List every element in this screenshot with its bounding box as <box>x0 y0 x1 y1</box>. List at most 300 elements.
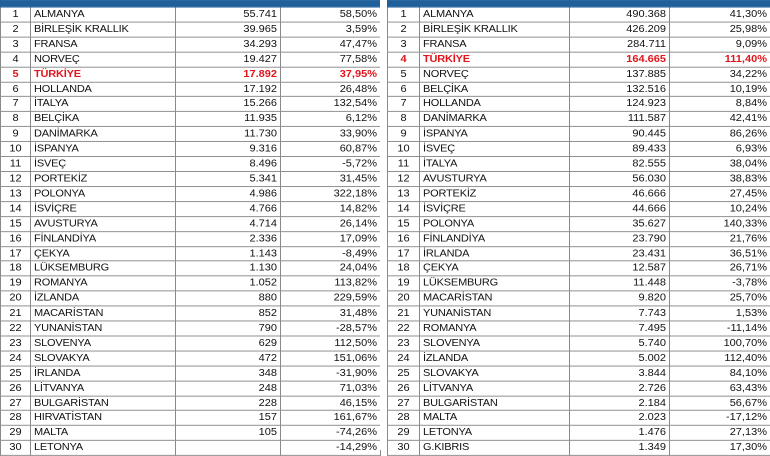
value-cell: 56.030 <box>570 171 670 186</box>
country-cell: YUNANİSTAN <box>31 321 176 336</box>
table-row <box>1 336 381 351</box>
change-percent-cell: -17,12% <box>670 411 770 426</box>
table-row <box>1 381 381 396</box>
change-percent-cell: 112,40% <box>670 351 770 366</box>
table-row <box>388 276 770 291</box>
rank-cell: 19 <box>388 276 420 291</box>
value-cell: 2.336 <box>176 231 281 246</box>
change-percent-cell: 37,95% <box>281 67 381 82</box>
table-row <box>388 291 770 306</box>
value-cell: 1.349 <box>570 441 670 456</box>
change-percent-cell: 14,82% <box>281 201 381 216</box>
rank-cell: 22 <box>388 321 420 336</box>
table-row <box>1 321 381 336</box>
country-cell: LÜKSEMBURG <box>420 276 570 291</box>
rank-cell: 16 <box>388 231 420 246</box>
value-cell: 228 <box>176 396 281 411</box>
change-percent-cell: 229,59% <box>281 291 381 306</box>
value-cell: 9.820 <box>570 291 670 306</box>
country-cell: İTALYA <box>420 157 570 172</box>
value-cell: 157 <box>176 411 281 426</box>
change-percent-cell: 56,67% <box>670 396 770 411</box>
table-row <box>1 441 381 456</box>
change-percent-cell: 112,50% <box>281 336 381 351</box>
change-percent-cell: 26,71% <box>670 261 770 276</box>
table-row <box>388 37 770 52</box>
rank-cell: 20 <box>388 291 420 306</box>
country-cell: İZLANDA <box>420 351 570 366</box>
value-cell: 90.445 <box>570 127 670 142</box>
change-percent-cell: 9,09% <box>670 37 770 52</box>
value-cell: 46.666 <box>570 186 670 201</box>
country-cell: MALTA <box>420 411 570 426</box>
value-cell: 1.052 <box>176 276 281 291</box>
change-percent-cell: 27,45% <box>670 186 770 201</box>
country-cell: SLOVENYA <box>420 336 570 351</box>
value-cell: 2.184 <box>570 396 670 411</box>
value-cell: 4.766 <box>176 201 281 216</box>
change-percent-cell: 84,10% <box>670 366 770 381</box>
value-cell: 8.496 <box>176 157 281 172</box>
country-cell: İSVİÇRE <box>420 201 570 216</box>
rank-cell: 19 <box>1 276 31 291</box>
country-cell: LÜKSEMBURG <box>31 261 176 276</box>
table-row <box>388 381 770 396</box>
value-cell: 4.714 <box>176 216 281 231</box>
table-row <box>388 201 770 216</box>
rank-cell: 21 <box>388 306 420 321</box>
rank-cell: 9 <box>388 127 420 142</box>
country-cell: BELÇİKA <box>420 82 570 97</box>
table-row <box>1 157 381 172</box>
country-cell: İRLANDA <box>420 246 570 261</box>
table-row <box>1 216 381 231</box>
change-percent-cell: 38,04% <box>670 157 770 172</box>
country-cell: İSVEÇ <box>420 142 570 157</box>
change-percent-cell: 8,84% <box>670 97 770 112</box>
country-cell: AVUSTURYA <box>420 171 570 186</box>
change-percent-cell: -3,78% <box>670 276 770 291</box>
table-row <box>1 276 381 291</box>
country-cell: İSPANYA <box>31 142 176 157</box>
value-cell: 284.711 <box>570 37 670 52</box>
rank-cell: 28 <box>388 411 420 426</box>
country-cell: PORTEKİZ <box>420 186 570 201</box>
country-cell: G.KIBRIS <box>420 441 570 456</box>
country-cell: DANİMARKA <box>31 127 176 142</box>
change-percent-cell: 6,12% <box>281 112 381 127</box>
change-percent-cell: 38,83% <box>670 171 770 186</box>
change-percent-cell: 41,30% <box>670 7 770 22</box>
value-cell: 89.433 <box>570 142 670 157</box>
value-cell: 15.266 <box>176 97 281 112</box>
table-row <box>1 142 381 157</box>
rank-cell: 10 <box>388 142 420 157</box>
rank-cell: 27 <box>1 396 31 411</box>
country-cell: TÜRKİYE <box>420 52 570 67</box>
country-cell: MALTA <box>31 426 176 441</box>
rank-cell: 25 <box>1 366 31 381</box>
rank-cell: 9 <box>1 127 31 142</box>
value-cell: 790 <box>176 321 281 336</box>
value-cell: 1.130 <box>176 261 281 276</box>
country-cell: İTALYA <box>31 97 176 112</box>
value-cell: 1.143 <box>176 246 281 261</box>
change-percent-cell: 33,90% <box>281 127 381 142</box>
table-row <box>1 306 381 321</box>
country-cell: SLOVAKYA <box>31 351 176 366</box>
value-cell: 44.666 <box>570 201 670 216</box>
table-row <box>388 97 770 112</box>
change-percent-cell: 111,40% <box>670 52 770 67</box>
country-cell: HOLLANDA <box>31 82 176 97</box>
change-percent-cell: -8,49% <box>281 246 381 261</box>
table-row <box>388 22 770 37</box>
change-percent-cell: 24,04% <box>281 261 381 276</box>
change-percent-cell: 36,51% <box>670 246 770 261</box>
country-cell: ROMANYA <box>31 276 176 291</box>
value-cell: 2.023 <box>570 411 670 426</box>
rank-cell: 3 <box>388 37 420 52</box>
value-cell: 55.741 <box>176 7 281 22</box>
rank-cell: 11 <box>1 157 31 172</box>
country-cell: FRANSA <box>420 37 570 52</box>
value-cell: 17.192 <box>176 82 281 97</box>
rank-cell: 14 <box>388 201 420 216</box>
table-row <box>388 127 770 142</box>
country-cell: MACARİSTAN <box>420 291 570 306</box>
rank-cell: 24 <box>1 351 31 366</box>
rank-cell: 22 <box>1 321 31 336</box>
rank-cell: 18 <box>388 261 420 276</box>
rank-cell: 8 <box>388 112 420 127</box>
table-row <box>388 351 770 366</box>
rank-cell: 29 <box>388 426 420 441</box>
right-table-header-bar <box>388 0 770 7</box>
change-percent-cell: 34,22% <box>670 67 770 82</box>
rank-cell: 16 <box>1 231 31 246</box>
value-cell: 472 <box>176 351 281 366</box>
table-row <box>388 321 770 336</box>
rank-cell: 4 <box>388 52 420 67</box>
change-percent-cell: 77,58% <box>281 52 381 67</box>
country-cell: İSVİÇRE <box>31 201 176 216</box>
country-cell: İRLANDA <box>31 366 176 381</box>
change-percent-cell: 140,33% <box>670 216 770 231</box>
table-row <box>388 157 770 172</box>
table-row <box>388 336 770 351</box>
value-cell: 2.726 <box>570 381 670 396</box>
change-percent-cell: 58,50% <box>281 7 381 22</box>
rank-cell: 12 <box>1 171 31 186</box>
rank-cell: 30 <box>388 441 420 456</box>
table-row <box>1 37 381 52</box>
value-cell: 490.368 <box>570 7 670 22</box>
value-cell: 124.923 <box>570 97 670 112</box>
rank-cell: 28 <box>1 411 31 426</box>
table-row <box>1 411 381 426</box>
table-row <box>388 261 770 276</box>
country-cell: POLONYA <box>420 216 570 231</box>
rank-cell: 1 <box>388 7 420 22</box>
change-percent-cell: 132,54% <box>281 97 381 112</box>
table-row <box>1 22 381 37</box>
country-cell: YUNANİSTAN <box>420 306 570 321</box>
country-cell: BULGARİSTAN <box>420 396 570 411</box>
value-cell: 39.965 <box>176 22 281 37</box>
country-cell: LİTVANYA <box>31 381 176 396</box>
value-cell: 5.002 <box>570 351 670 366</box>
value-cell: 17.892 <box>176 67 281 82</box>
rank-cell: 26 <box>1 381 31 396</box>
country-cell: PORTEKİZ <box>31 171 176 186</box>
rank-cell: 24 <box>388 351 420 366</box>
country-cell: BULGARİSTAN <box>31 396 176 411</box>
table-row <box>1 261 381 276</box>
country-cell: İSVEÇ <box>31 157 176 172</box>
country-cell: BİRLEŞİK KRALLIK <box>31 22 176 37</box>
change-percent-cell: 161,67% <box>281 411 381 426</box>
rank-cell: 7 <box>388 97 420 112</box>
value-cell: 111.587 <box>570 112 670 127</box>
value-cell: 23.790 <box>570 231 670 246</box>
value-cell: 426.209 <box>570 22 670 37</box>
change-percent-cell: -11,14% <box>670 321 770 336</box>
table-row <box>1 127 381 142</box>
change-percent-cell: 26,48% <box>281 82 381 97</box>
country-cell: AVUSTURYA <box>31 216 176 231</box>
value-cell: 35.627 <box>570 216 670 231</box>
left-table-body <box>1 0 381 455</box>
rank-cell: 15 <box>388 216 420 231</box>
table-separator <box>380 0 387 450</box>
country-cell: POLONYA <box>31 186 176 201</box>
value-cell: 5.740 <box>570 336 670 351</box>
change-percent-cell: 63,43% <box>670 381 770 396</box>
rank-cell: 23 <box>1 336 31 351</box>
value-cell: 11.730 <box>176 127 281 142</box>
value-cell: 11.935 <box>176 112 281 127</box>
rank-cell: 5 <box>1 67 31 82</box>
value-cell: 7.495 <box>570 321 670 336</box>
country-cell: İZLANDA <box>31 291 176 306</box>
country-cell: SLOVENYA <box>31 336 176 351</box>
country-cell: LİTVANYA <box>420 381 570 396</box>
change-percent-cell: -28,57% <box>281 321 381 336</box>
value-cell: 852 <box>176 306 281 321</box>
country-cell: NORVEÇ <box>31 52 176 67</box>
rank-cell: 14 <box>1 201 31 216</box>
country-cell: FİNLANDİYA <box>420 231 570 246</box>
right-table-body <box>388 0 770 455</box>
country-cell: HIRVATİSTAN <box>31 411 176 426</box>
country-cell: ALMANYA <box>31 7 176 22</box>
rank-cell: 6 <box>1 82 31 97</box>
country-cell: ÇEKYA <box>420 261 570 276</box>
rank-cell: 10 <box>1 142 31 157</box>
change-percent-cell: 1,53% <box>670 306 770 321</box>
rank-cell: 12 <box>388 171 420 186</box>
country-cell: LETONYA <box>31 441 176 456</box>
value-cell: 23.431 <box>570 246 670 261</box>
change-percent-cell: 25,70% <box>670 291 770 306</box>
country-cell: TÜRKİYE <box>31 67 176 82</box>
change-percent-cell: 113,82% <box>281 276 381 291</box>
table-row <box>1 67 381 82</box>
table-row <box>1 291 381 306</box>
table-row <box>388 112 770 127</box>
table-row <box>1 171 381 186</box>
value-cell: 7.743 <box>570 306 670 321</box>
change-percent-cell: 100,70% <box>670 336 770 351</box>
table-row <box>1 112 381 127</box>
value-cell: 880 <box>176 291 281 306</box>
rank-cell: 2 <box>1 22 31 37</box>
rank-cell: 23 <box>388 336 420 351</box>
change-percent-cell: 71,03% <box>281 381 381 396</box>
change-percent-cell: 27,13% <box>670 426 770 441</box>
value-cell: 34.293 <box>176 37 281 52</box>
country-cell: NORVEÇ <box>420 67 570 82</box>
rank-cell: 25 <box>388 366 420 381</box>
change-percent-cell: 86,26% <box>670 127 770 142</box>
country-cell: İSPANYA <box>420 127 570 142</box>
rank-cell: 13 <box>1 186 31 201</box>
rank-cell: 11 <box>388 157 420 172</box>
change-percent-cell: 25,98% <box>670 22 770 37</box>
rank-cell: 26 <box>388 381 420 396</box>
change-percent-cell: 3,59% <box>281 22 381 37</box>
table-row <box>1 231 381 246</box>
table-row <box>1 246 381 261</box>
table-row <box>388 216 770 231</box>
table-row <box>388 441 770 456</box>
left-ranking-table <box>0 0 381 456</box>
table-row <box>1 97 381 112</box>
table-row <box>388 231 770 246</box>
country-cell: DANİMARKA <box>420 112 570 127</box>
rank-cell: 15 <box>1 216 31 231</box>
rank-cell: 8 <box>1 112 31 127</box>
country-cell: SLOVAKYA <box>420 366 570 381</box>
rank-cell: 18 <box>1 261 31 276</box>
table-row <box>1 7 381 22</box>
change-percent-cell: 31,45% <box>281 171 381 186</box>
change-percent-cell: 31,48% <box>281 306 381 321</box>
value-cell: 132.516 <box>570 82 670 97</box>
country-cell: BELÇİKA <box>31 112 176 127</box>
country-cell: BİRLEŞİK KRALLIK <box>420 22 570 37</box>
value-cell: 12.587 <box>570 261 670 276</box>
left-table-header-bar <box>1 0 381 7</box>
rank-cell: 20 <box>1 291 31 306</box>
change-percent-cell: 10,24% <box>670 201 770 216</box>
change-percent-cell: 6,93% <box>670 142 770 157</box>
table-row <box>1 201 381 216</box>
country-cell: MACARİSTAN <box>31 306 176 321</box>
table-row <box>388 411 770 426</box>
value-cell: 1.476 <box>570 426 670 441</box>
value-cell: 3.844 <box>570 366 670 381</box>
rank-cell: 21 <box>1 306 31 321</box>
change-percent-cell: 47,47% <box>281 37 381 52</box>
rank-cell: 17 <box>388 246 420 261</box>
change-percent-cell: 46,15% <box>281 396 381 411</box>
table-row <box>388 396 770 411</box>
value-cell <box>176 441 281 456</box>
table-row <box>1 52 381 67</box>
change-percent-cell: 322,18% <box>281 186 381 201</box>
country-cell: ÇEKYA <box>31 246 176 261</box>
table-row <box>388 186 770 201</box>
country-cell: LETONYA <box>420 426 570 441</box>
rank-cell: 17 <box>1 246 31 261</box>
value-cell: 82.555 <box>570 157 670 172</box>
table-row <box>388 67 770 82</box>
table-row <box>1 351 381 366</box>
rank-cell: 2 <box>388 22 420 37</box>
value-cell: 19.427 <box>176 52 281 67</box>
table-row <box>1 366 381 381</box>
change-percent-cell: 26,14% <box>281 216 381 231</box>
table-row <box>388 52 770 67</box>
change-percent-cell: 21,76% <box>670 231 770 246</box>
table-row <box>388 306 770 321</box>
table-row <box>1 186 381 201</box>
change-percent-cell: 17,30% <box>670 441 770 456</box>
table-row <box>1 396 381 411</box>
value-cell: 105 <box>176 426 281 441</box>
table-row <box>388 171 770 186</box>
value-cell: 629 <box>176 336 281 351</box>
value-cell: 9.316 <box>176 142 281 157</box>
change-percent-cell: 42,41% <box>670 112 770 127</box>
rank-cell: 1 <box>1 7 31 22</box>
rank-cell: 29 <box>1 426 31 441</box>
change-percent-cell: 10,19% <box>670 82 770 97</box>
value-cell: 248 <box>176 381 281 396</box>
table-row <box>388 246 770 261</box>
country-cell: ALMANYA <box>420 7 570 22</box>
table-row <box>388 366 770 381</box>
change-percent-cell: -31,90% <box>281 366 381 381</box>
table-row <box>388 7 770 22</box>
right-ranking-table <box>387 0 770 456</box>
rank-cell: 6 <box>388 82 420 97</box>
rank-cell: 5 <box>388 67 420 82</box>
rank-cell: 7 <box>1 97 31 112</box>
change-percent-cell: -74,26% <box>281 426 381 441</box>
table-row <box>1 82 381 97</box>
value-cell: 164.665 <box>570 52 670 67</box>
country-cell: ROMANYA <box>420 321 570 336</box>
change-percent-cell: -14,29% <box>281 441 381 456</box>
value-cell: 348 <box>176 366 281 381</box>
value-cell: 137.885 <box>570 67 670 82</box>
table-row <box>388 426 770 441</box>
table-row <box>388 142 770 157</box>
table-row <box>388 82 770 97</box>
rank-cell: 13 <box>388 186 420 201</box>
rank-cell: 30 <box>1 441 31 456</box>
rank-cell: 27 <box>388 396 420 411</box>
country-cell: FRANSA <box>31 37 176 52</box>
change-percent-cell: 17,09% <box>281 231 381 246</box>
value-cell: 4.986 <box>176 186 281 201</box>
change-percent-cell: -5,72% <box>281 157 381 172</box>
value-cell: 11.448 <box>570 276 670 291</box>
change-percent-cell: 151,06% <box>281 351 381 366</box>
